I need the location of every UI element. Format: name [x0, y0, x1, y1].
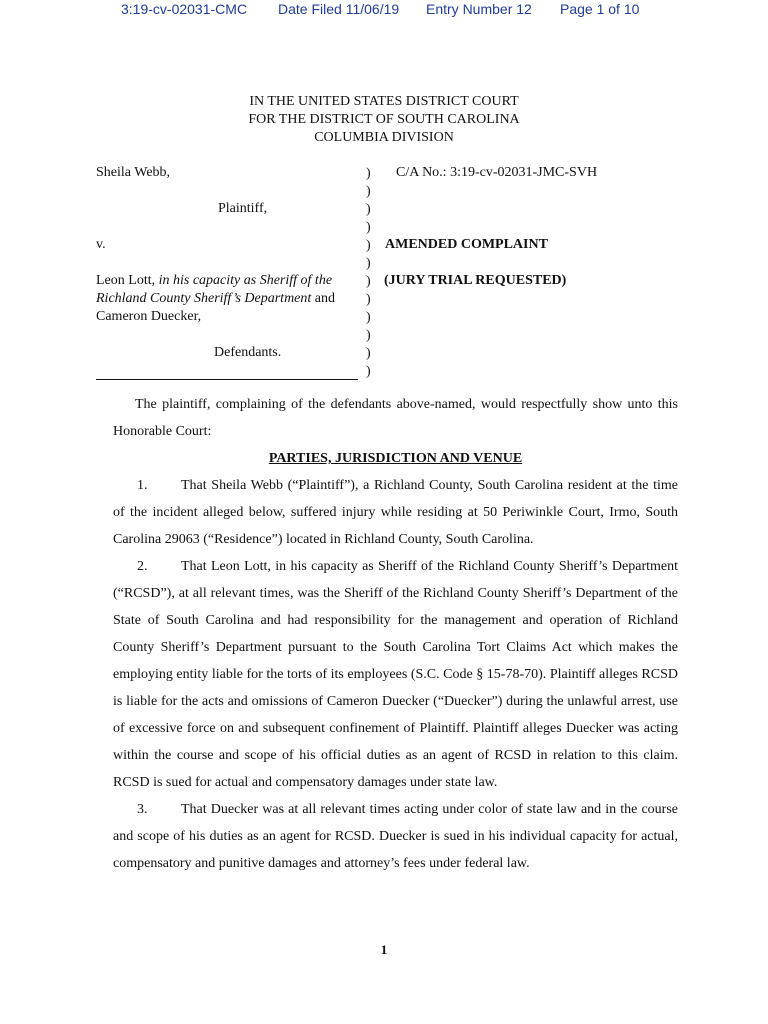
defendant-line-1	[96, 273, 332, 289]
section-title: PARTIES, JURISDICTION AND VENUE	[268, 451, 523, 466]
jury-trial-requested: (JURY TRIAL REQUESTED)	[384, 273, 567, 288]
paragraph-text: That Leon Lott, in his capacity as Sheriff of the Richland County Sheriff’s Department (“RCSD”), at all relevant times, was the Sheriff of the Richland County Sheriff’s Department of the State of South Carolina and had responsibility for the management and operation of Richland County Sheriff’s Department pursuant to the South Carolina Tort Claims Act which makes the employing entity liable for the torts of its employees (S.C. Code § 15-78-70). Plaintiff alleges RCSD is liable for the acts and omissions of Cameron Duecker (“Duecker”) during the unlawful arrest, use of excessive force on and subsequent confinement of Plaintiff. Plaintiff alleges Duecker was acting within the course and scope of his official duties as an agent of RCSD in relation to this claim. RCSD is sued for actual and compensatory damages under state law.	[113, 559, 678, 790]
court-line-2: FOR THE DISTRICT OF SOUTH CAROLINA	[248, 112, 520, 127]
intro-paragraph: The plaintiff, complaining of the defendants above-named, would respectfully show unto this Honorable Court:	[113, 397, 678, 439]
paragraph-3	[113, 796, 678, 877]
header-entry-number: Entry Number 12	[426, 1, 532, 17]
paren: )	[366, 346, 371, 361]
paren: )	[366, 256, 371, 271]
defendant-line-2	[96, 291, 335, 307]
header-page: Page 1 of 10	[560, 1, 640, 17]
paragraph-number: 3.	[137, 802, 148, 817]
paren: )	[366, 202, 371, 217]
defendant-capacity-2: Richland County Sheriff’s Department	[96, 291, 312, 306]
court-line-3: COLUMBIA DIVISION	[314, 130, 454, 145]
paren: )	[366, 220, 371, 235]
paren: )	[366, 310, 371, 325]
ca-number: C/A No.: 3:19-cv-02031-JMC-SVH	[396, 165, 598, 180]
defendant-role: Defendants.	[214, 345, 282, 360]
defendant-capacity-1: in his capacity as Sheriff of the	[158, 273, 333, 288]
defendant-and: and	[314, 291, 336, 306]
paren: )	[366, 166, 371, 181]
paragraph-number: 2.	[137, 559, 148, 574]
paren: )	[366, 238, 371, 253]
ecf-header	[0, 0, 768, 22]
page-number: 1	[380, 942, 388, 957]
paragraph-1	[113, 472, 678, 553]
court-line-1: IN THE UNITED STATES DISTRICT COURT	[249, 94, 519, 109]
paren: )	[366, 328, 371, 343]
paragraph-2	[113, 553, 678, 796]
paren: )	[366, 184, 371, 199]
caption-rule	[96, 379, 358, 380]
caption-parens	[366, 165, 378, 381]
complaint-body	[113, 391, 678, 877]
defendant-2: Cameron Duecker,	[96, 309, 202, 324]
court-title	[0, 93, 768, 147]
plaintiff-name: Sheila Webb,	[96, 165, 171, 180]
header-case-number: 3:19-cv-02031-CMC	[121, 1, 248, 17]
header-date-filed: Date Filed 11/06/19	[278, 1, 400, 17]
paragraph-text: That Duecker was at all relevant times acting under color of state law and in the course and scope of his duties as an agent for RCSD. Duecker is sued in his individual capacity for actual, compensatory and punitive damages and attorney’s fees under federal law.	[113, 802, 678, 871]
paren: )	[366, 292, 371, 307]
document-title: AMENDED COMPLAINT	[385, 237, 548, 252]
defendant-name: Leon Lott,	[96, 273, 156, 288]
paragraph-number: 1.	[137, 478, 148, 493]
versus: v.	[96, 237, 106, 252]
paren: )	[366, 274, 371, 289]
paren: )	[366, 364, 371, 379]
plaintiff-role: Plaintiff,	[218, 201, 268, 216]
paragraph-text: That Sheila Webb (“Plaintiff”), a Richland County, South Carolina resident at the time of the incident alleged below, suffered injury while residing at 50 Periwinkle Court, Irmo, South Carolina 29063 (“Residence”) located in Richland County, South Carolina.	[113, 478, 678, 547]
